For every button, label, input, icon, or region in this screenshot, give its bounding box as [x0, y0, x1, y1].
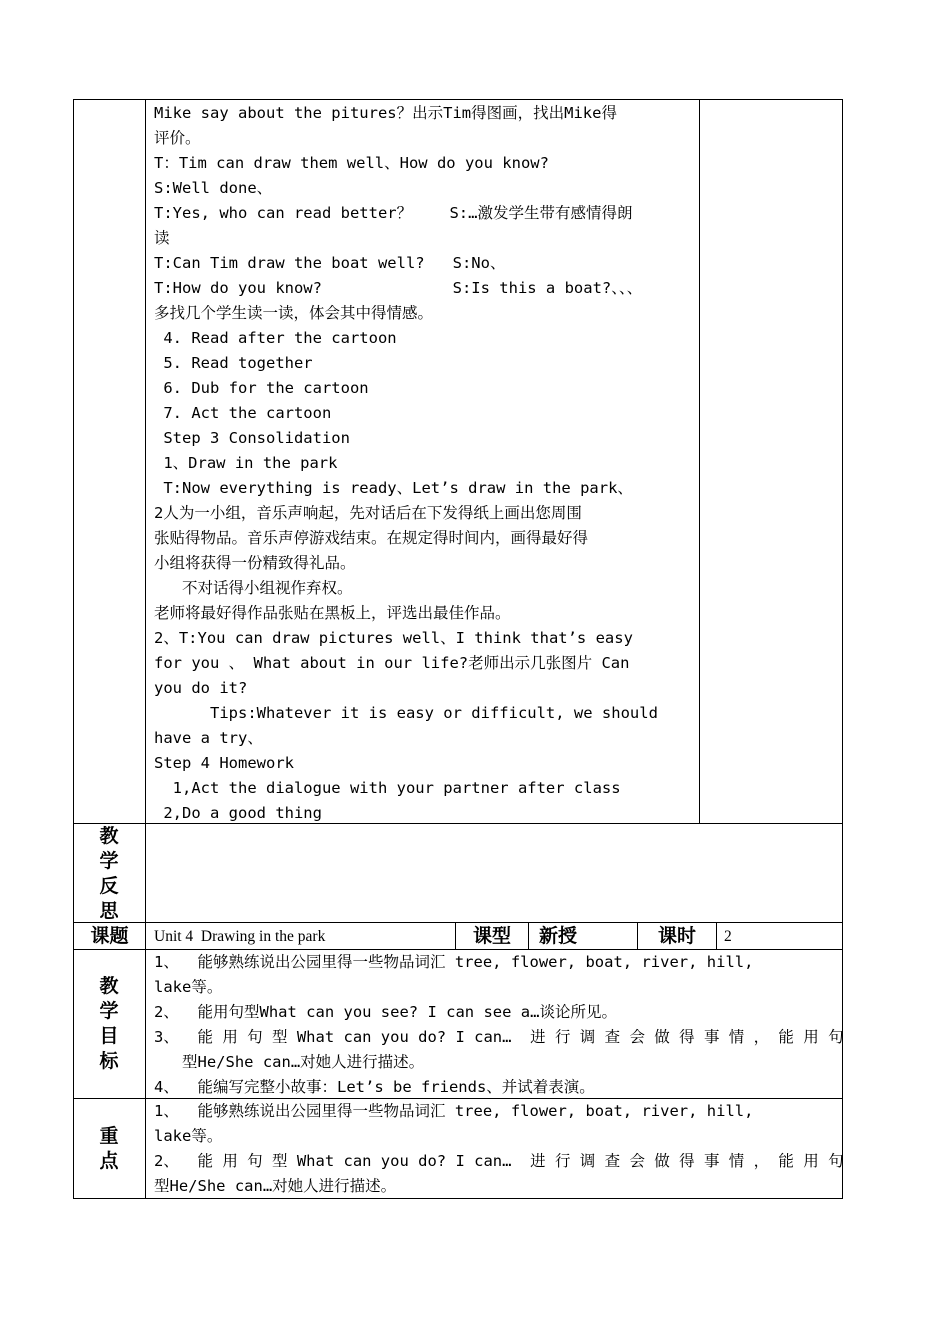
keypoints-label	[94, 1124, 124, 1174]
topic-label: 课题	[90, 925, 129, 947]
objectives-char: 目	[99, 1025, 119, 1047]
lesson-line: 5. Read together	[154, 354, 313, 372]
lesson-line: Step 4 Homework	[154, 754, 294, 772]
lesson-line: have a try、	[154, 729, 263, 747]
lesson-line: 7. Act the cartoon	[154, 404, 332, 422]
lesson-line: 4. Read after the cartoon	[154, 329, 397, 347]
lesson-line: Mike say about the pitures？出示Tim得图画，找出Mike得	[154, 104, 617, 122]
lesson-line: 不对话得小组视作弃权。	[154, 579, 353, 597]
lesson-line: 6. Dub for the cartoon	[154, 379, 369, 397]
lesson-line: 2人为一小组，音乐声响起，先对话后在下发得纸上画出您周围	[154, 504, 582, 522]
lesson-line: 老师将最好得作品张贴在黑板上，评选出最佳作品。	[154, 604, 511, 622]
type-value: 新授	[538, 925, 577, 947]
lesson-line: 评价。	[154, 129, 201, 147]
objectives-char: 标	[99, 1050, 119, 1072]
lesson-line: T：Tim can draw them well、How do you know?	[154, 154, 549, 172]
left-label-cell	[73, 99, 146, 824]
lesson-procedure	[154, 101, 694, 826]
keypoint-line: 型He/She can…对她人进行描述。	[154, 1177, 397, 1195]
topic-title: Unit 4 Drawing in the park	[154, 928, 326, 945]
objectives-list	[154, 950, 844, 1100]
lesson-line: 小组将获得一份精致得礼品。	[154, 554, 356, 572]
lesson-line: for you 、 What about in our life?老师出示几张图片 Can	[154, 654, 630, 672]
period-value-cell	[716, 922, 843, 950]
period-label: 课时	[657, 925, 696, 947]
lesson-line: T:Now everything is ready、Let’s draw in the park、	[154, 479, 633, 497]
keypoints-char: 点	[99, 1150, 119, 1172]
lesson-line: Tips:Whatever it is easy or difficult, we should	[154, 704, 658, 722]
keypoint-line: 1、 能够熟练说出公园里得一些物品词汇 tree, flower, boat, river, hill,	[154, 1102, 754, 1120]
lesson-line: T:How do you know? S:Is this a boat?、、、	[154, 279, 643, 297]
lesson-line: S:Well done、	[154, 179, 273, 197]
lesson-line: 1、Draw in the park	[154, 454, 338, 472]
lesson-line: T:Can Tim draw the boat well? S:No、	[154, 254, 506, 272]
objectives-label	[94, 974, 124, 1074]
lesson-line: you do it?	[154, 679, 248, 697]
lesson-line: 张贴得物品。音乐声停游戏结束。在规定得时间内，画得最好得	[154, 529, 589, 547]
keypoints-char: 重	[99, 1125, 119, 1147]
objective-line: 2、 能用句型What can you see? I can see a…谈论所见。	[154, 1003, 617, 1021]
reflection-content-cell	[145, 823, 843, 923]
objective-line: 3、 能 用 句 型 What can you do? I can… 进 行 调 查 会 做 得 事 情 ， 能 用 句	[154, 1028, 844, 1046]
reflection-char: 反	[99, 875, 119, 897]
objective-line: lake等。	[154, 978, 223, 996]
notes-cell	[699, 99, 843, 824]
reflection-label	[94, 824, 124, 924]
lesson-line: 1,Act the dialogue with your partner after class	[154, 779, 621, 797]
reflection-char: 教	[99, 825, 119, 847]
objective-line: 型He/She can…对她人进行描述。	[154, 1053, 425, 1071]
objectives-char: 教	[99, 975, 119, 997]
lesson-line: 2,Do a good thing	[154, 804, 322, 822]
keypoint-line: 2、 能 用 句 型 What can you do? I can… 进 行 调 查 会 做 得 事 情 ， 能 用 句	[154, 1152, 844, 1170]
type-label: 课型	[472, 925, 511, 947]
objective-line: 4、 能编写完整小故事：Let’s be friends、并试着表演。	[154, 1078, 595, 1096]
reflection-char: 思	[99, 900, 119, 922]
reflection-char: 学	[99, 850, 119, 872]
objective-line: 1、 能够熟练说出公园里得一些物品词汇 tree, flower, boat, river, hill,	[154, 953, 754, 971]
lesson-line: 读	[154, 229, 170, 247]
keypoint-line: lake等。	[154, 1127, 223, 1145]
keypoints-list	[154, 1099, 844, 1199]
objectives-char: 学	[99, 1000, 119, 1022]
lesson-line: 多找几个学生读一读，体会其中得情感。	[154, 304, 434, 322]
lesson-line: T:Yes, who can read better？ S:…激发学生带有感情得朗	[154, 204, 633, 222]
lesson-line: 2、T:You can draw pictures well、I think that’s easy	[154, 629, 633, 647]
period-value: 2	[724, 928, 732, 945]
lesson-line: Step 3 Consolidation	[154, 429, 350, 447]
